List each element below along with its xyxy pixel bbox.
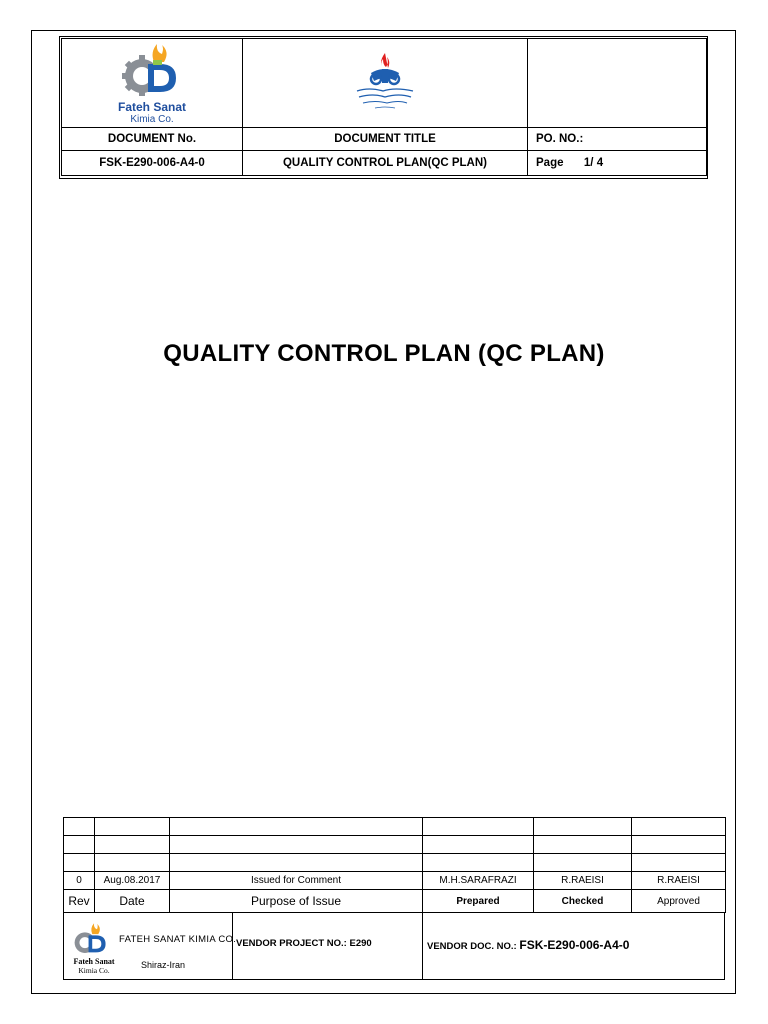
rev-number: 0	[64, 872, 95, 890]
footer-divider	[422, 912, 423, 979]
vendor-doc-number	[427, 938, 629, 952]
vendor-doc-label: VENDOR DOC. NO.:	[427, 941, 517, 952]
rev-label: Rev	[64, 890, 95, 913]
footer-company-name: FATEH SANAT KIMIA CO.	[119, 934, 237, 945]
rev-approved: R.RAEISI	[632, 872, 726, 890]
checked-label: Checked	[534, 890, 632, 913]
doc-no-label: DOCUMENT No.	[62, 128, 243, 151]
vendor-footer	[63, 912, 725, 980]
approved-label: Approved	[632, 890, 726, 913]
gear-flame-logo-icon	[120, 42, 184, 98]
rev-purpose: Issued for Comment	[170, 872, 423, 890]
footer-logo-sub: Kimia Co.	[78, 966, 110, 975]
company-logo-cell	[62, 39, 243, 128]
rev-checked: R.RAEISI	[534, 872, 632, 890]
document-main-title: QUALITY CONTROL PLAN (QC PLAN)	[163, 340, 605, 367]
doc-no-value: FSK-E290-006-A4-0	[62, 151, 243, 176]
page-value: 1/ 4	[583, 157, 604, 169]
fateh-sanat-logo	[118, 42, 186, 125]
prepared-label: Prepared	[423, 890, 534, 913]
footer-city: Shiraz-Iran	[141, 960, 186, 970]
nioc-logo-icon	[349, 51, 421, 113]
revision-header-row	[64, 890, 726, 913]
footer-logo-name: Fateh Sanat	[73, 957, 115, 966]
vendor-project-number: VENDOR PROJECT NO.: E290	[236, 938, 372, 949]
footer-company-logo-icon	[71, 922, 111, 956]
date-label: Date	[95, 890, 170, 913]
document-header-table	[61, 38, 707, 176]
revision-row-empty	[64, 836, 726, 854]
revision-row-empty	[64, 818, 726, 836]
po-no-label: PO. NO.:	[528, 128, 707, 151]
client-logo-cell	[243, 39, 528, 128]
revision-row	[64, 872, 726, 890]
revision-table	[63, 817, 726, 913]
doc-title-value: QUALITY CONTROL PLAN(QC PLAN)	[243, 151, 528, 176]
footer-divider	[232, 912, 233, 979]
rev-date: Aug.08.2017	[95, 872, 170, 890]
vendor-doc-value: FSK-E290-006-A4-0	[519, 938, 630, 952]
logo-company-name: Fateh Sanat	[117, 99, 186, 114]
page-number-cell	[528, 151, 707, 176]
blank-logo-cell	[528, 39, 707, 128]
revision-row-empty	[64, 854, 726, 872]
page-label: Page	[536, 157, 564, 169]
logo-company-sub: Kimia Co.	[130, 113, 174, 125]
purpose-label: Purpose of Issue	[170, 890, 423, 913]
doc-title-label: DOCUMENT TITLE	[243, 128, 528, 151]
rev-prepared: M.H.SARAFRAZI	[423, 872, 534, 890]
